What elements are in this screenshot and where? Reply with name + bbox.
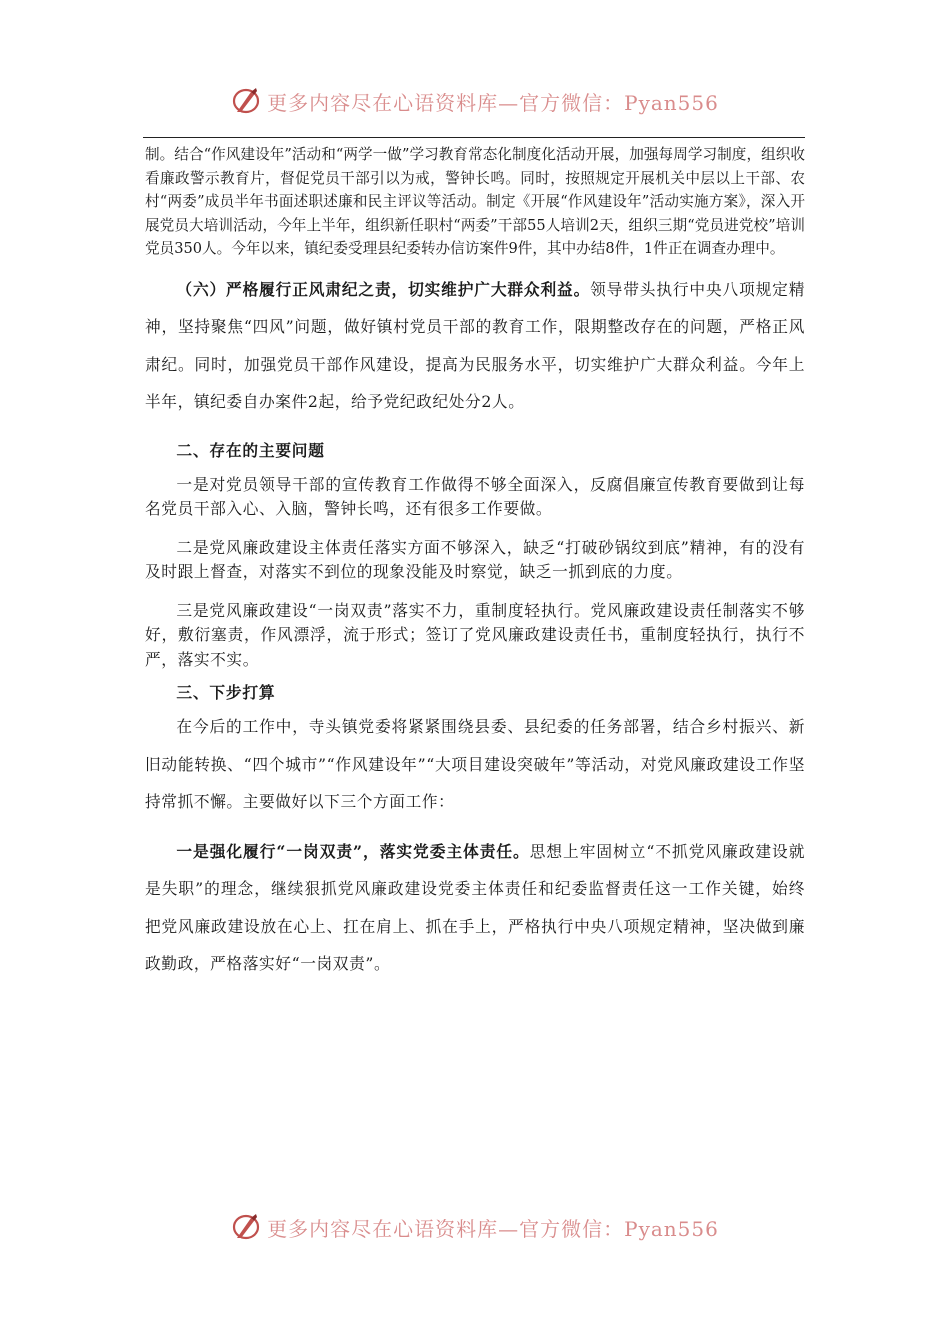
footer-watermark bbox=[0, 1212, 950, 1242]
next-steps-intro: 在今后的工作中，寺头镇党委将紧紧围绕县委、县纪委的任务部署，结合乡村振兴、新旧动能转换、“四个城市”“作风建设年”“大项目建设突破年”等活动，对党风廉政建设工作坚持常抓不懈。主要做好以下三个方面工作： bbox=[145, 717, 805, 812]
paragraph-continuation: 制。结合“作风建设年”活动和“两学一做”学习教育常态化制度化活动开展，加强每周学习制度，组织收看廉政警示教育片，督促党员干部引以为戒，警钟长鸣。同时，按照规定开展机关中层以上干部、农村“两委”成员半年书面述职述廉和民主评议等活动。制定《开展“作风建设年”活动实施方案》，深入开展党员大培训活动，今年上半年，组织新任职村“两委”干部55人培训2天，组织三期“党员进党校”培训党员350人。今年以来，镇纪委受理县纪委转办信访案件9件，其中办结8件，1件正在调查办理中。 bbox=[145, 146, 805, 258]
watermark-text: 更多内容尽在心语资料库—官方微信：Pyan556 bbox=[267, 1216, 719, 1241]
heading-main-problems: 二、存在的主要问题 bbox=[176, 440, 325, 460]
paragraph-section-six bbox=[145, 271, 805, 421]
section-six-body: 领导带头执行中央八项规定精神，坚持聚焦“四风”问题，做好镇村党员干部的教育工作，限期整改存在的问题，严格正风肃纪。同时，加强党员干部作风建设，提高为民服务水平，切实维护广大群众利益。今年上半年，镇纪委自办案件2起，给予党纪政纪处分2人。 bbox=[145, 279, 805, 412]
quill-pen-icon bbox=[231, 86, 261, 116]
plan-one bbox=[145, 833, 805, 983]
plan-one-lead: 一是强化履行“一岗双责”，落实党委主体责任。 bbox=[176, 841, 530, 861]
heading-next-steps: 三、下步打算 bbox=[176, 683, 276, 703]
header-divider bbox=[143, 137, 805, 138]
header-watermark bbox=[0, 86, 950, 116]
problem-one: 一是对党员领导干部的宣传教育工作做得不够全面深入，反腐倡廉宣传教育要做到让每名党员干部入心、入脑，警钟长鸣，还有很多工作要做。 bbox=[145, 474, 805, 519]
watermark-text: 更多内容尽在心语资料库—官方微信：Pyan556 bbox=[267, 90, 719, 115]
document-body bbox=[145, 143, 805, 983]
section-six-lead: （六）严格履行正风肃纪之责，切实维护广大群众利益。 bbox=[176, 279, 591, 299]
problem-three: 三是党风廉政建设“一岗双责”落实不力，重制度轻执行。党风廉政建设责任制落实不够好，敷衍塞责，作风漂浮，流于形式；签订了党风廉政建设责任书，重制度轻执行，执行不严，落实不实。 bbox=[145, 600, 805, 669]
plan-one-body: 思想上牢固树立“不抓党风廉政建设就是失职”的理念，继续狠抓党风廉政建设党委主体责任和纪委监督责任这一工作关键，始终把党风廉政建设放在心上、扛在肩上、抓在手上，严格执行中央八项规定精神，坚决做到廉政勤政，严格落实好“一岗双责”。 bbox=[145, 841, 805, 974]
quill-pen-icon bbox=[231, 1212, 261, 1242]
problem-two: 二是党风廉政建设主体责任落实方面不够深入，缺乏“打破砂锅纹到底”精神，有的没有及时跟上督查，对落实不到位的现象没能及时察觉，缺乏一抓到底的力度。 bbox=[145, 537, 805, 582]
